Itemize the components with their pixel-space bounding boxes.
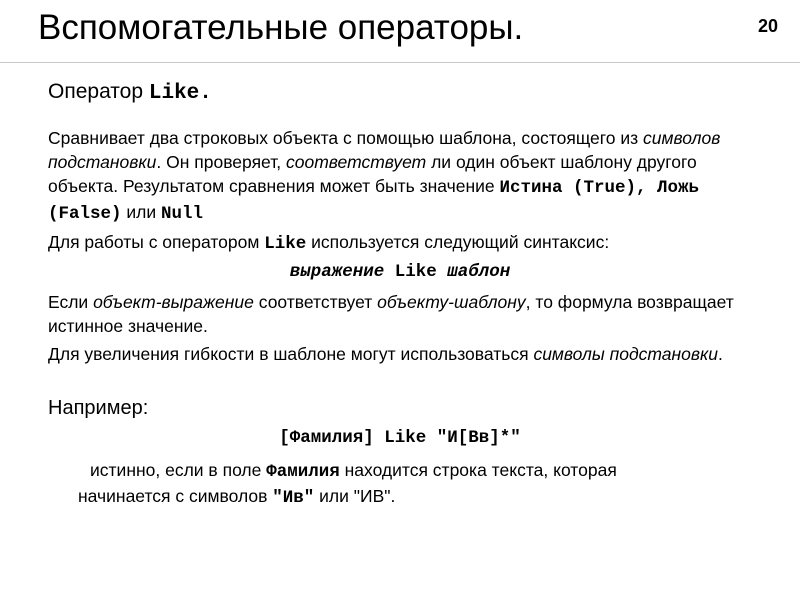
- code-run: Истина (True), Ложь (False): [48, 178, 700, 224]
- text-run: истинно, если в поле: [90, 460, 267, 480]
- paragraph-description: [48, 126, 748, 226]
- code-run: Like: [264, 234, 307, 254]
- paragraph-example-explanation: [78, 458, 698, 510]
- paragraph-match: [48, 290, 748, 338]
- section-heading-text: Оператор: [48, 80, 149, 103]
- text-run: .: [718, 344, 723, 364]
- text-run: или "ИВ".: [314, 486, 396, 506]
- text-run: находится строка текста, которая начинается с символов: [78, 460, 617, 506]
- text-run: используется следующий синтаксис:: [306, 232, 610, 252]
- text-run-italic: объект-выражение: [93, 292, 254, 312]
- text-run-italic: символов подстановки: [48, 128, 721, 172]
- page-number: 20: [757, 16, 778, 36]
- text-run: Для работы с оператором: [48, 232, 265, 252]
- paragraph-flexibility: [48, 342, 748, 366]
- syntax-pattern: шаблон: [447, 262, 511, 282]
- code-run: Null: [161, 204, 204, 224]
- syntax-line: [0, 262, 800, 282]
- text-run-italic: соответствует: [286, 152, 427, 172]
- code-run: Фамилия: [266, 462, 340, 482]
- paragraph-syntax-intro: [48, 230, 748, 256]
- text-run: соответствует: [253, 292, 378, 312]
- title-divider: [0, 62, 800, 63]
- text-run: Если: [48, 292, 94, 312]
- text-run: , то формула возвращает истинное значение.: [48, 292, 734, 336]
- text-run: ли один объект шаблону другого объекта. Результатом сравнения может быть значение: [48, 152, 697, 196]
- section-heading: [48, 80, 212, 105]
- slide-title: Вспомогательные операторы.: [38, 8, 524, 47]
- example-label: Например:: [48, 397, 149, 419]
- text-run: Для увеличения гибкости в шаблоне могут использоваться: [48, 344, 534, 364]
- text-run: Сравнивает два строковых объекта с помощью шаблона, состоящего из: [48, 128, 644, 148]
- text-run: . Он проверяет,: [156, 152, 287, 172]
- text-run: или: [121, 202, 162, 222]
- syntax-operator: Like: [384, 262, 448, 282]
- text-run-italic: объекту-шаблону: [377, 292, 526, 312]
- section-heading-keyword: Like.: [148, 82, 212, 105]
- syntax-expression: выражение: [289, 262, 385, 282]
- example-code: [Фамилия] Like "И[Вв]*": [279, 428, 521, 448]
- text-run-italic: символы подстановки: [533, 344, 719, 364]
- code-run: "Ив": [272, 488, 315, 508]
